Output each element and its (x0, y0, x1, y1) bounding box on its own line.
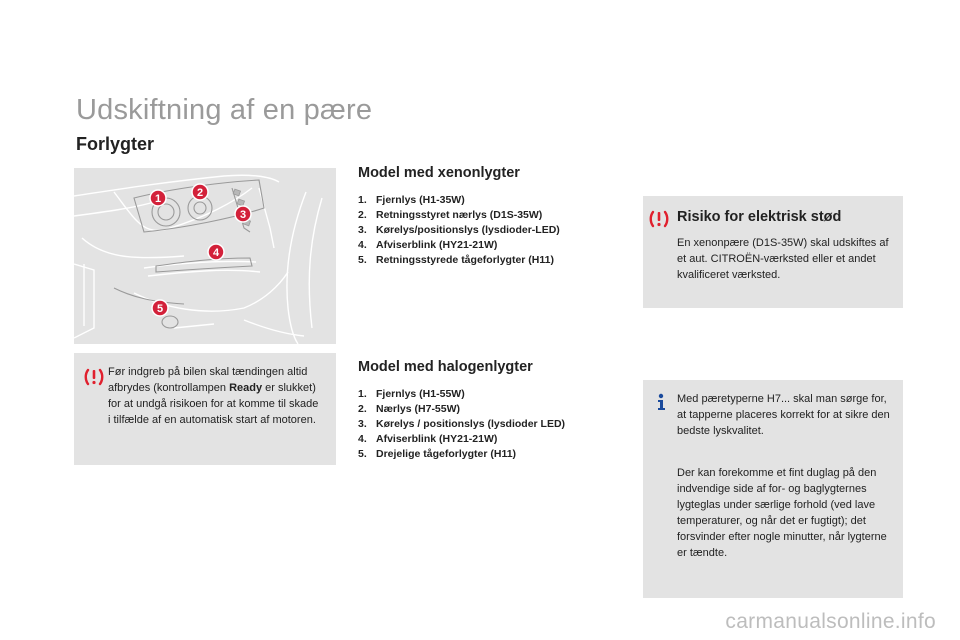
halogen-section (358, 359, 588, 462)
item-number: 5. (358, 254, 367, 266)
ready-lamp-label: Ready (229, 382, 263, 394)
headlamp-illustration (74, 168, 336, 344)
halogen-parts-list (358, 387, 588, 462)
callout-label: 1 (154, 193, 162, 205)
list-item (358, 447, 588, 462)
list-item (358, 253, 588, 268)
warning-icon (84, 367, 104, 387)
item-text: Afviserblink (HY21-21W) (376, 433, 498, 445)
callout-label: 2 (196, 187, 204, 199)
list-item (358, 417, 588, 432)
item-text: Kørelys/positionslys (lysdioder-LED) (376, 224, 560, 236)
page-title: Udskiftning af en pære (76, 94, 373, 126)
item-text: Drejelige tågeforlygter (H11) (376, 448, 517, 460)
xenon-heading: Model med xenonlygter (358, 165, 520, 181)
info-text-2: Der kan forekomme et fint duglag på den indvendige side af for- og baglygternes lygteglas under særlige forhold (ved lave temperaturer, og når det er fugtigt); det forsvinder efter nogle minutter, når lygterne er tændte. (677, 467, 887, 559)
item-number: 4. (358, 433, 367, 445)
item-text: Fjernlys (H1-55W) (376, 388, 465, 400)
warning-text-part: Før indgreb på bilen skal tændingen altid afbrydes (kontrollampen (108, 366, 308, 394)
info-text-1: Med pæretyperne H7... skal man sørge for, at tapperne placeres korrekt for at sikre den bedste lyskvalitet. (677, 393, 890, 437)
item-text: Retningsstyrede tågeforlygter (H11) (376, 254, 554, 266)
section-title: Forlygter (76, 134, 155, 154)
ignition-warning-text (108, 364, 320, 428)
warning-icon (649, 209, 669, 229)
item-text: Retningsstyret nærlys (D1S-35W) (376, 209, 543, 221)
item-text: Afviserblink (HY21-21W) (376, 239, 498, 251)
item-text: Nærlys (H7-55W) (376, 403, 461, 415)
info-icon (651, 392, 671, 412)
list-item (358, 223, 588, 238)
item-number: 1. (358, 388, 367, 400)
risk-title: Risiko for elektrisk stød (677, 209, 842, 225)
callout-4 (208, 244, 224, 260)
callout-label: 3 (239, 209, 247, 221)
list-item (358, 238, 588, 253)
item-text: Fjernlys (H1-35W) (376, 194, 465, 206)
risk-box (643, 196, 903, 308)
xenon-parts-list (358, 193, 588, 268)
list-item (358, 193, 588, 208)
callout-label: 4 (212, 247, 220, 259)
warning-text-part: er slukket) for at undgå risikoen for at komme til skade i tilfælde af en automatisk start af motoren. (108, 382, 319, 426)
item-text: Kørelys / positionslys (lysdioder LED) (376, 418, 566, 430)
halogen-heading: Model med halogenlygter (358, 359, 533, 375)
item-number: 3. (358, 418, 367, 430)
list-item (358, 208, 588, 223)
callout-3 (235, 206, 251, 222)
item-number: 2. (358, 403, 367, 415)
item-number: 4. (358, 239, 367, 251)
risk-text: En xenonpære (D1S-35W) skal udskiftes af et aut. CITROËN-værksted eller et andet kvalificeret værksted. (677, 237, 889, 281)
item-number: 5. (358, 448, 367, 460)
callout-2 (192, 184, 208, 200)
callout-5 (152, 300, 168, 316)
item-number: 1. (358, 194, 367, 206)
list-item (358, 402, 588, 417)
watermark: carmanualsonline.info (725, 610, 936, 633)
item-number: 3. (358, 224, 367, 236)
xenon-section (358, 165, 588, 268)
callout-1 (150, 190, 166, 206)
headlamp-drawing (74, 168, 336, 344)
info-box (643, 380, 903, 598)
list-item (358, 387, 588, 402)
callout-label: 5 (156, 303, 164, 315)
item-number: 2. (358, 209, 367, 221)
list-item (358, 432, 588, 447)
ignition-warning-box (74, 353, 336, 465)
